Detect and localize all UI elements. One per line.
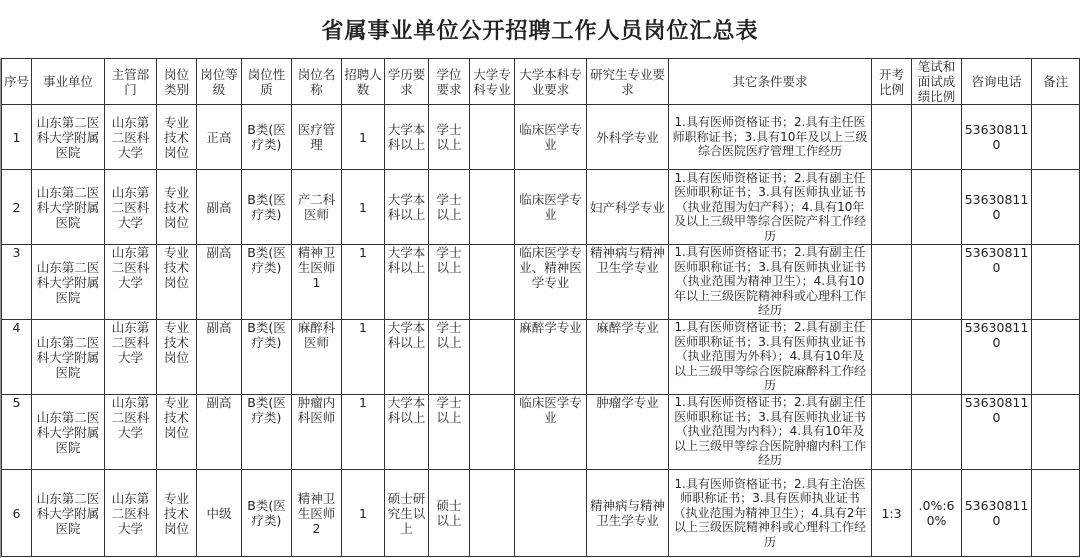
- cell-phone: 536308110: [962, 395, 1032, 470]
- header-education: 学历要求: [385, 59, 429, 105]
- cell-education: 大学本科以上: [385, 395, 429, 470]
- cell-department: 山东第二医科大学: [105, 320, 157, 395]
- table-row: [2, 245, 1080, 320]
- cell-position-name: 产二科医师: [292, 170, 342, 245]
- cell-grade: 正高: [197, 105, 242, 170]
- cell-phone: 536308110: [962, 470, 1032, 557]
- cell-category: 专业技术岗位: [157, 245, 197, 320]
- cell-unit: 山东第二医科大学附属医院: [32, 320, 105, 395]
- header-college-major: 大学专科专业: [470, 59, 515, 105]
- cell-nature: B类(医疗类): [242, 395, 292, 470]
- cell-college-major: [470, 105, 515, 170]
- header-other-conditions: 其它条件要求: [669, 59, 872, 105]
- header-headcount: 招聘人数: [342, 59, 385, 105]
- header-degree: 学位要求: [429, 59, 470, 105]
- cell-position-name: 医疗管理: [292, 105, 342, 170]
- cell-degree: 硕士以上: [429, 470, 470, 557]
- cell-college-major: [470, 470, 515, 557]
- cell-unit: 山东第二医科大学附属医院: [32, 470, 105, 557]
- cell-other-conditions: 1.具有医师资格证书；2.具有主治医师职称证书；3.具有医师执业证书（执业范围为精神卫生）；4.具有2年以上三级医院精神科或心理科工作经历: [669, 470, 872, 557]
- header-department: 主管部门: [105, 59, 157, 105]
- cell-nature: B类(医疗类): [242, 320, 292, 395]
- cell-remarks: [1032, 395, 1080, 470]
- cell-education: 大学本科以上: [385, 105, 429, 170]
- cell-degree: 学士以上: [429, 395, 470, 470]
- cell-category: 专业技术岗位: [157, 105, 197, 170]
- cell-category: 专业技术岗位: [157, 470, 197, 557]
- cell-degree: 学士以上: [429, 170, 470, 245]
- cell-other-conditions: 1.具有医师资格证书；2.具有副主任医师职称证书；3.具有医师执业证书（执业范围为外科）；4.具有10年及以上三级甲等综合医院麻醉科工作经历: [669, 320, 872, 395]
- header-exam-ratio: 开考比例: [872, 59, 912, 105]
- cell-graduate-major: 外科学专业: [587, 105, 669, 170]
- header-bachelor-major: 大学本科专业要求: [515, 59, 587, 105]
- cell-exam-ratio: [872, 320, 912, 395]
- cell-education: 大学本科以上: [385, 320, 429, 395]
- table-row: [2, 105, 1080, 170]
- cell-index: 4: [2, 320, 32, 395]
- cell-phone: 536308110: [962, 320, 1032, 395]
- header-category: 岗位类别: [157, 59, 197, 105]
- header-unit: 事业单位: [32, 59, 105, 105]
- header-remarks: 备注: [1032, 59, 1080, 105]
- cell-remarks: [1032, 470, 1080, 557]
- cell-position-name: 肿瘤内科医师: [292, 395, 342, 470]
- cell-other-conditions: 1.具有医师资格证书；2.具有主任医师职称证书；3.具有10年及以上三级综合医院医疗管理工作经历: [669, 105, 872, 170]
- cell-score-ratio: [912, 170, 962, 245]
- cell-position-name: 精神卫生医师2: [292, 470, 342, 557]
- header-graduate-major: 研究生专业要求: [587, 59, 669, 105]
- header-grade: 岗位等级: [197, 59, 242, 105]
- cell-nature: B类(医疗类): [242, 170, 292, 245]
- header-row: [2, 59, 1080, 105]
- page-title: 省属事业单位公开招聘工作人员岗位汇总表: [321, 18, 759, 44]
- cell-headcount: 1: [342, 170, 385, 245]
- cell-college-major: [470, 170, 515, 245]
- cell-bachelor-major: 临床医学专业: [515, 105, 587, 170]
- cell-exam-ratio: [872, 105, 912, 170]
- header-index: 序号: [2, 59, 32, 105]
- cell-category: 专业技术岗位: [157, 395, 197, 470]
- cell-department: 山东第二医科大学: [105, 105, 157, 170]
- cell-education: 硕士研究生以上: [385, 470, 429, 557]
- cell-category: 专业技术岗位: [157, 170, 197, 245]
- cell-exam-ratio: 1:3: [872, 470, 912, 557]
- cell-index: 5: [2, 395, 32, 470]
- table-row: [2, 170, 1080, 245]
- cell-department: 山东第二医科大学: [105, 395, 157, 470]
- cell-exam-ratio: [872, 170, 912, 245]
- cell-bachelor-major: [515, 470, 587, 557]
- cell-remarks: [1032, 170, 1080, 245]
- cell-score-ratio: .0%:60%: [912, 470, 962, 557]
- cell-score-ratio: [912, 395, 962, 470]
- cell-bachelor-major: 临床医学专业: [515, 395, 587, 470]
- cell-unit: 山东第二医科大学附属医院: [32, 105, 105, 170]
- cell-index: 6: [2, 470, 32, 557]
- cell-remarks: [1032, 105, 1080, 170]
- cell-college-major: [470, 395, 515, 470]
- cell-headcount: 1: [342, 105, 385, 170]
- cell-department: 山东第二医科大学: [105, 470, 157, 557]
- cell-index: 3: [2, 245, 32, 320]
- cell-graduate-major: 精神病与精神卫生学专业: [587, 470, 669, 557]
- cell-score-ratio: [912, 320, 962, 395]
- left-border: [0, 58, 1, 558]
- cell-remarks: [1032, 320, 1080, 395]
- cell-unit: 山东第二医科大学附属医院: [32, 170, 105, 245]
- cell-headcount: 1: [342, 470, 385, 557]
- cell-graduate-major: 麻醉学专业: [587, 320, 669, 395]
- cell-grade: 中级: [197, 470, 242, 557]
- cell-college-major: [470, 320, 515, 395]
- cell-bachelor-major: 临床医学专业: [515, 170, 587, 245]
- cell-bachelor-major: 临床医学专业、精神医学专业: [515, 245, 587, 320]
- header-nature: 岗位性质: [242, 59, 292, 105]
- cell-graduate-major: 精神病与精神卫生学专业: [587, 245, 669, 320]
- cell-category: 专业技术岗位: [157, 320, 197, 395]
- cell-department: 山东第二医科大学: [105, 170, 157, 245]
- cell-degree: 学士以上: [429, 320, 470, 395]
- table-row: [2, 320, 1080, 395]
- cell-grade: 副高: [197, 170, 242, 245]
- cell-department: 山东第二医科大学: [105, 245, 157, 320]
- cell-degree: 学士以上: [429, 105, 470, 170]
- cell-unit: 山东第二医科大学附属医院: [32, 245, 105, 320]
- header-position-name: 岗位名称: [292, 59, 342, 105]
- cell-grade: 副高: [197, 320, 242, 395]
- cell-index: 1: [2, 105, 32, 170]
- cell-college-major: [470, 245, 515, 320]
- header-phone: 咨询电话: [962, 59, 1032, 105]
- header-score-ratio: 笔试和面试成绩比例: [912, 59, 962, 105]
- cell-degree: 学士以上: [429, 245, 470, 320]
- cell-bachelor-major: 麻醉学专业: [515, 320, 587, 395]
- cell-index: 2: [2, 170, 32, 245]
- table-row: [2, 395, 1080, 470]
- cell-headcount: 1: [342, 395, 385, 470]
- table-row: [2, 470, 1080, 557]
- cell-graduate-major: 妇产科学专业: [587, 170, 669, 245]
- cell-position-name: 麻醉科医师: [292, 320, 342, 395]
- cell-education: 大学本科以上: [385, 170, 429, 245]
- positions-table: [1, 58, 1080, 557]
- cell-other-conditions: 1.具有医师资格证书；2.具有副主任医师职称证书；3.具有医师执业证书（执业范围为内科）；4.具有10年及以上三级甲等综合医院肿瘤内科工作经历: [669, 395, 872, 470]
- cell-score-ratio: [912, 105, 962, 170]
- cell-education: 大学本科以上: [385, 245, 429, 320]
- cell-exam-ratio: [872, 395, 912, 470]
- cell-nature: B类(医疗类): [242, 245, 292, 320]
- cell-nature: B类(医疗类): [242, 105, 292, 170]
- cell-grade: 副高: [197, 395, 242, 470]
- cell-other-conditions: 1.具有医师资格证书；2.具有副主任医师职称证书；3.具有医师执业证书（执业范围为妇产科）；4.具有10年及以上三级甲等综合医院产科工作经历: [669, 170, 872, 245]
- cell-phone: 536308110: [962, 245, 1032, 320]
- cell-exam-ratio: [872, 245, 912, 320]
- cell-phone: 536308110: [962, 105, 1032, 170]
- cell-position-name: 精神卫生医师1: [292, 245, 342, 320]
- cell-nature: B类(医疗类): [242, 470, 292, 557]
- cell-phone: 536308110: [962, 170, 1032, 245]
- cell-unit: 山东第二医科大学附属医院: [32, 395, 105, 470]
- cell-headcount: 1: [342, 245, 385, 320]
- cell-score-ratio: [912, 245, 962, 320]
- cell-headcount: 1: [342, 320, 385, 395]
- cell-grade: 副高: [197, 245, 242, 320]
- cell-graduate-major: 肿瘤学专业: [587, 395, 669, 470]
- cell-other-conditions: 1.具有医师资格证书；2.具有副主任医师职称证书；3.具有医师执业证书（执业范围为精神卫生）；4.具有10年以上三级医院精神科或心理科工作经历: [669, 245, 872, 320]
- cell-remarks: [1032, 245, 1080, 320]
